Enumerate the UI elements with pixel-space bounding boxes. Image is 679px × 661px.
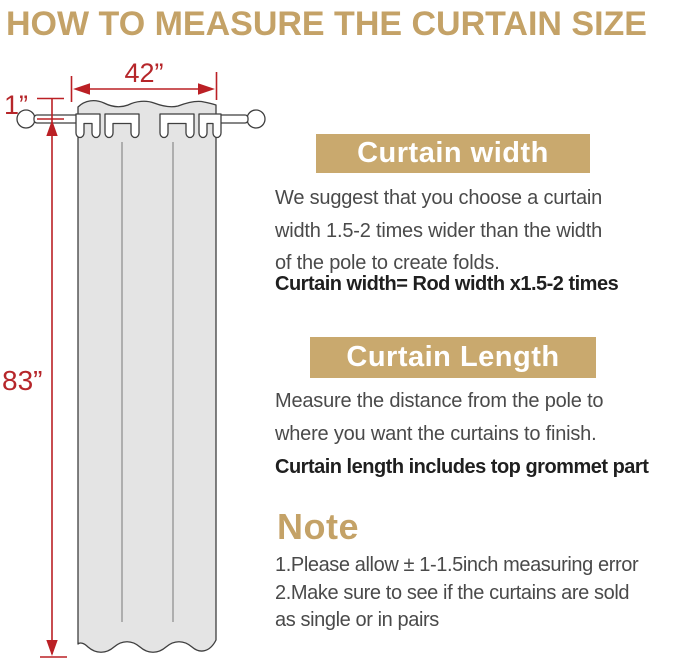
body-line: of the pole to create folds. <box>275 252 500 274</box>
width-dimension-label: 42” <box>124 58 164 88</box>
body-line: where you want the curtains to finish. <box>275 422 597 445</box>
curtain-length-body <box>275 385 603 450</box>
curtain-width-heading-label: Curtain width <box>357 137 549 169</box>
rod-offset-label: 1” <box>4 90 29 120</box>
rod-finial-right-icon <box>247 110 265 128</box>
note-line: 2.Make sure to see if the curtains are sold <box>275 581 630 604</box>
length-dimension-label: 83” <box>2 365 43 396</box>
note-list <box>275 552 638 635</box>
arrowhead-right-icon <box>198 83 215 95</box>
curtain-length-heading <box>310 337 596 378</box>
curtain-length-formula: Curtain length includes top grommet part <box>275 456 649 478</box>
body-line: width 1.5-2 times wider than the width <box>275 219 603 242</box>
arrowhead-left-icon <box>73 83 90 95</box>
width-dimension <box>72 58 217 102</box>
note-line: as single or in pairs <box>275 609 439 631</box>
body-line: Measure the distance from the pole to <box>275 390 604 412</box>
note-line: 1.Please allow ± 1-1.5inch measuring error <box>275 554 639 576</box>
curtain-panel <box>78 101 216 653</box>
curtain-width-heading <box>316 134 590 173</box>
arrowhead-down-icon <box>46 640 57 656</box>
body-line: We suggest that you choose a curtain <box>275 187 603 209</box>
curtain-width-formula: Curtain width= Rod width x1.5-2 times <box>275 273 619 295</box>
page-title: HOW TO MEASURE THE CURTAIN SIZE <box>6 5 647 43</box>
note-heading: Note <box>277 506 359 547</box>
rod-offset-dimension <box>4 90 64 136</box>
curtain-width-body <box>275 182 602 280</box>
length-dimension <box>2 99 67 658</box>
curtain-length-heading-label: Curtain Length <box>346 341 560 373</box>
